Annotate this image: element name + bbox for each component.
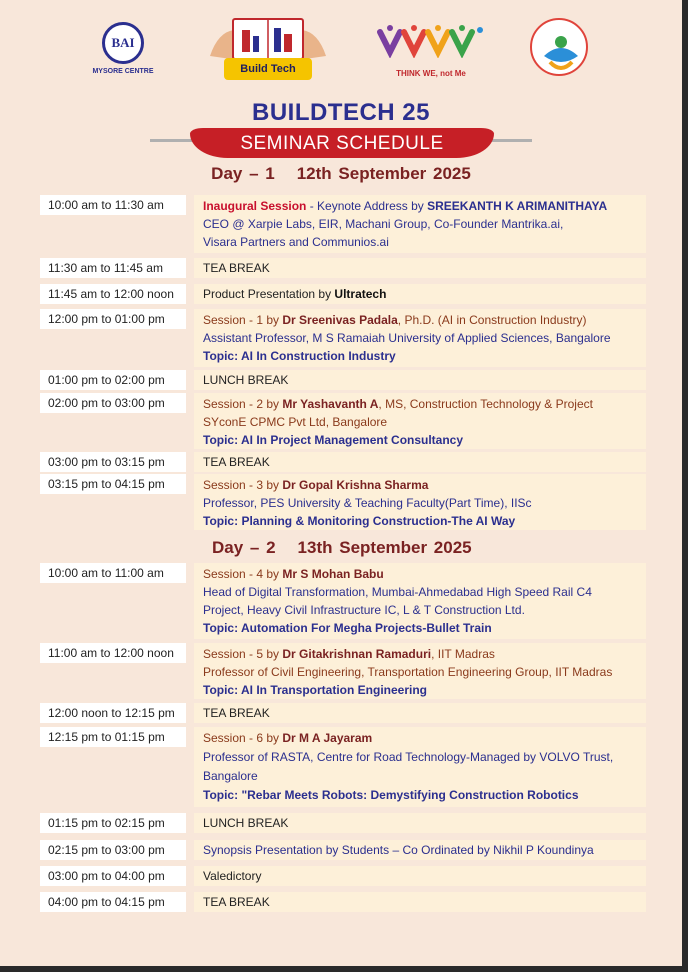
time-slot: 02:00 pm to 03:00 pm [40, 393, 186, 413]
page-title: BUILDTECH 25 [251, 99, 431, 126]
book-icon [232, 18, 304, 60]
day1-heading: Day – 1 12th September 2025 [211, 164, 471, 183]
foundation-emblem [530, 18, 588, 76]
session-details: TEA BREAK [194, 892, 646, 912]
session-details: Session - 4 by Mr S Mohan Babu Head of Digital Transformation, Mumbai-Ahmedabad High Speed Rail C4 Project, Heavy Civil Infrastructure IC, L & T Construction Ltd. Topic: Automation For Megha Projects-Bullet Train [194, 563, 646, 639]
bai-logo [88, 18, 158, 75]
buildtech-label: Build Tech [224, 58, 312, 80]
time-slot: 03:15 pm to 04:15 pm [40, 474, 186, 494]
people-icon [376, 24, 486, 58]
session-details: LUNCH BREAK [194, 813, 646, 833]
session-details: Session - 5 by Dr Gitakrishnan Ramaduri, IIT Madras Professor of Civil Engineering, Transportation Engineering Group, IIT Madras Topic: AI In Transportation Engineering [194, 643, 646, 699]
session-details: TEA BREAK [194, 258, 646, 278]
think-we-logo [376, 24, 486, 78]
time-slot: 11:30 am to 11:45 am [40, 258, 186, 278]
day2-heading: Day – 2 13th September 2025 [212, 538, 472, 557]
time-slot: 11:45 am to 12:00 noon [40, 284, 186, 304]
foundation-logo [530, 18, 590, 78]
bai-emblem: BAI [102, 22, 144, 64]
time-slot: 10:00 am to 11:30 am [40, 195, 186, 215]
time-slot: 12:00 pm to 01:00 pm [40, 309, 186, 329]
session-details: Session - 2 by Mr Yashavanth A, MS, Construction Technology & Project SYconE CPMC Pvt Ltd, Bangalore Topic: AI In Project Management Consultancy [194, 393, 646, 449]
time-slot: 01:00 pm to 02:00 pm [40, 370, 186, 390]
session-details: Synopsis Presentation by Students – Co Ordinated by Nikhil P Koundinya [194, 840, 646, 860]
time-slot: 10:00 am to 11:00 am [40, 563, 186, 583]
session-details: LUNCH BREAK [194, 370, 646, 390]
time-slot: 12:15 pm to 01:15 pm [40, 727, 186, 747]
time-slot: 12:00 noon to 12:15 pm [40, 703, 186, 723]
session-details: Valedictory [194, 866, 646, 886]
time-slot: 02:15 pm to 03:00 pm [40, 840, 186, 860]
session-details: Session - 3 by Dr Gopal Krishna Sharma Professor, PES University & Teaching Faculty(Part Time), IISc Topic: Planning & Monitoring Construction-The AI Way [194, 474, 646, 530]
time-slot: 04:00 pm to 04:15 pm [40, 892, 186, 912]
time-slot: 03:00 pm to 04:00 pm [40, 866, 186, 886]
time-slot: 11:00 am to 12:00 noon [40, 643, 186, 663]
buildtech-logo [208, 18, 328, 82]
logo-strip [0, 18, 682, 88]
session-details: Session - 1 by Dr Sreenivas Padala, Ph.D. (AI in Construction Industry) Assistant Professor, M S Ramaiah University of Applied Sciences, Bangalore Topic: AI In Construction Industry [194, 309, 646, 367]
session-details: TEA BREAK [194, 452, 646, 472]
session-details: TEA BREAK [194, 703, 646, 723]
session-details: Product Presentation by Ultratech [194, 284, 646, 304]
seminar-schedule-banner: SEMINAR SCHEDULE [190, 128, 494, 158]
time-slot: 01:15 pm to 02:15 pm [40, 813, 186, 833]
think-we-tagline: THINK WE, not Me [396, 69, 466, 78]
bai-caption: MYSORE CENTRE [92, 68, 154, 75]
time-slot: 03:00 pm to 03:15 pm [40, 452, 186, 472]
session-details: Inaugural Session - Keynote Address by SREEKANTH K ARIMANITHAYA CEO @ Xarpie Labs, EIR, Machani Group, Co-Founder Mantrika.ai, Visara Partners and Communios.ai [194, 195, 646, 253]
session-details: Session - 6 by Dr M A Jayaram Professor of RASTA, Centre for Road Technology-Managed by VOLVO Trust, Bangalore Topic: "Rebar Meets Robots: Demystifying Construction Robotics [194, 727, 646, 807]
